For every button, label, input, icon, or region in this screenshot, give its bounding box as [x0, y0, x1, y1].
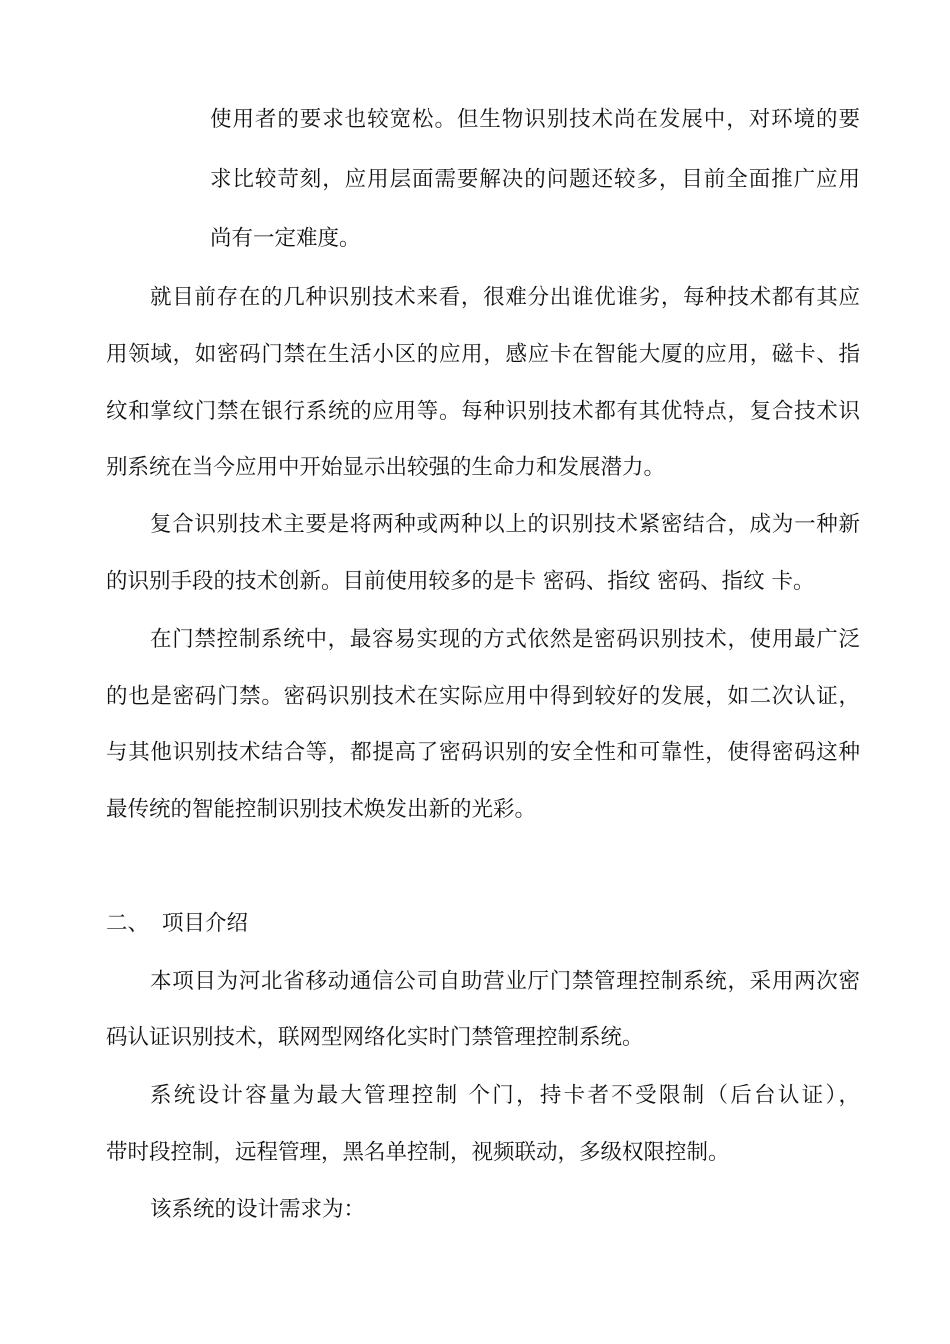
paragraph6-line-1: 该系统的设计需求为： — [150, 1197, 366, 1222]
paragraph1-line-4: 别系统在当今应用中开始显示出较强的生命力和发展潜力。 — [106, 455, 666, 480]
paragraph2-line-1: 复合识别技术主要是将两种或两种以上的识别技术紧密结合，成为一种新 — [150, 512, 860, 537]
paragraph3-line-3: 与其他识别技术结合等，都提高了密码识别的安全性和可靠性，使得密码这种 — [106, 740, 860, 765]
section-title: 项目介绍 — [162, 911, 249, 936]
section-heading — [106, 909, 248, 939]
continuation-line-2: 求比较苛刻，应用层面需要解决的问题还较多，目前全面推广应用 — [210, 167, 860, 192]
paragraph5-line-2: 带时段控制，远程管理，黑名单控制，视频联动，多级权限控制。 — [106, 1140, 730, 1165]
continuation-line-3: 尚有一定难度。 — [210, 226, 361, 251]
paragraph2-line-2: 的识别手段的技术创新。目前使用较多的是卡 密码、指纹 密码、指纹 卡。 — [106, 569, 815, 594]
paragraph4-line-1: 本项目为河北省移动通信公司自助营业厅门禁管理控制系统，采用两次密 — [150, 969, 860, 994]
continuation-line-1: 使用者的要求也较宽松。但生物识别技术尚在发展中，对环境的要 — [210, 107, 860, 132]
paragraph3-line-4: 最传统的智能控制识别技术焕发出新的光彩。 — [106, 797, 537, 822]
paragraph3-line-2: 的也是密码门禁。密码识别技术在实际应用中得到较好的发展，如二次认证， — [106, 684, 860, 709]
paragraph4-line-2: 码认证识别技术，联网型网络化实时门禁管理控制系统。 — [106, 1025, 644, 1050]
paragraph1-line-2: 用领域，如密码门禁在生活小区的应用，感应卡在智能大厦的应用，磁卡、指 — [106, 342, 860, 367]
paragraph3-line-1: 在门禁控制系统中，最容易实现的方式依然是密码识别技术，使用最广泛 — [150, 627, 860, 652]
paragraph1-line-3: 纹和掌纹门禁在银行系统的应用等。每种识别技术都有其优特点，复合技术识 — [106, 399, 860, 424]
section-number: 二、 — [106, 911, 150, 936]
paragraph5-line-1: 系统设计容量为最大管理控制 个门，持卡者不受限制（后台认证）， — [150, 1083, 860, 1108]
paragraph1-line-1: 就目前存在的几种识别技术来看，很难分出谁优谁劣，每种技术都有其应 — [150, 285, 860, 310]
